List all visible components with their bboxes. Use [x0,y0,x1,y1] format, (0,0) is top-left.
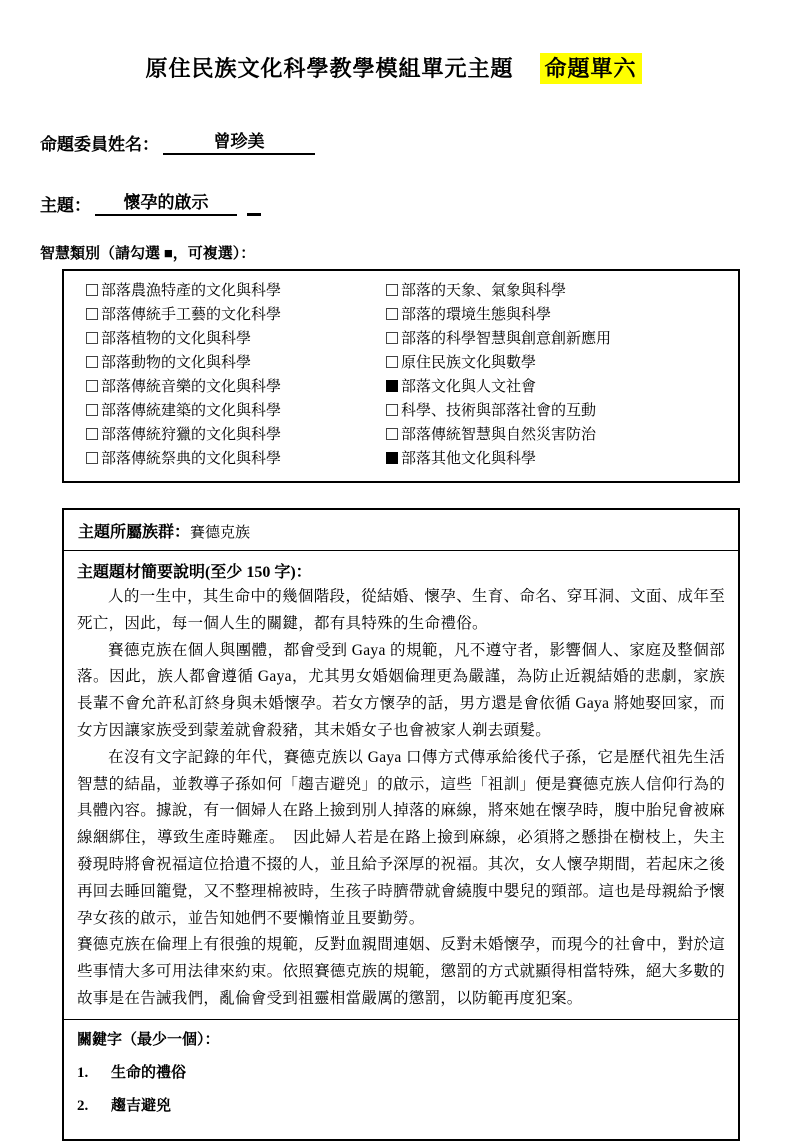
category-option [86,303,386,327]
checkbox-icon [386,428,398,440]
category-label: 部落植物的文化與科學 [101,331,252,347]
category-option [386,447,730,471]
checkbox-icon [386,452,398,464]
checkbox-icon [386,380,398,392]
page-title [0,0,787,83]
keywords-heading: 關鍵字（最少一個）： [77,1031,220,1048]
category-option [86,279,386,303]
category-label: 原住民族文化與數學 [401,355,537,371]
keyword-text: 趨吉避兇 [111,1097,172,1114]
page-title-highlight: 命題單六 [540,53,642,84]
checkbox-icon [86,332,98,344]
summary-paragraph: 賽德克族在個人與團體，都會受到 Gaya 的規範，凡不遵守者，影響個人、家庭及整個部落。因此，族人都會遵循 Gaya，尤其男女婚姻倫理更為嚴謹，為防止近親結婚的悲劇，家族長輩不會允許私訂終身與未婚懷孕。若女方懷孕的話，男方還是會依循 Gaya 將她娶回家，而女方因讓家族受到蒙羞就會殺豬，其未婚女子也會被家人剃去頭髮。 [77,641,725,739]
committee-field [40,127,787,155]
category-label: 部落動物的文化與科學 [101,355,252,371]
checkbox-icon [86,380,98,392]
category-label: 部落的天象、氣象與科學 [401,283,567,299]
category-option [86,375,386,399]
checkbox-icon [386,356,398,368]
category-label: 部落傳統狩獵的文化與科學 [101,427,282,443]
topic-label: 主題： [40,196,91,215]
category-label: 部落傳統智慧與自然災害防治 [401,427,597,443]
category-label: 科學、技術與部落社會的互動 [401,403,597,419]
category-option [86,423,386,447]
category-option [386,303,730,327]
checkbox-icon [386,332,398,344]
keyword-item [77,1061,725,1082]
category-label: 部落的環境生態與科學 [401,307,552,323]
category-option [386,423,730,447]
category-option [386,399,730,423]
ethnic-group-row [64,510,738,551]
checkbox-icon [86,404,98,416]
category-option [386,375,730,399]
category-option [386,351,730,375]
checkbox-icon [86,284,98,296]
checkbox-icon [386,308,398,320]
category-option [386,327,730,351]
checkbox-icon [86,356,98,368]
category-option [386,279,730,303]
summary-paragraph: 在沒有文字記錄的年代，賽德克族以 Gaya 口傳方式傳承給後代子孫，它是歷代祖先生活智慧的結晶，並教導子孫如何「趨吉避兇」的啟示，這些「祖訓」便是賽德克族人信仰行為的具體內容。據說，有一個婦人在路上撿到別人掉落的麻線，將來她在懷孕時，腹中胎兒會被麻線綑綁住，導致生產時難產。 因此婦人若是在路上撿到麻線，必須將之懸掛在樹枝上，失主發現時將會祝福這位拾遺不掇的人，並且給予深厚的祝福。其次，女人懷孕期間，若起床之後再回去睡回籠覺，又不整理棉被時，生孩子時臍帶就會繞腹中嬰兒的頸部。這也是母親給予懷孕女孩的啟示，並告知她們不要懶惰並且要勤勞。 [77,748,725,927]
keyword-number: 1. [77,1064,89,1081]
category-label: 部落傳統祭典的文化與科學 [101,451,282,467]
committee-label: 命題委員姓名： [40,135,159,154]
keyword-number: 2. [77,1097,89,1114]
topic-underline-tail [247,199,261,216]
category-table [62,269,740,483]
summary-paragraph: 賽德克族在倫理上有很強的規範，反對血親間連姻、反對未婚懷孕，而現今的社會中，對於這些事情大多可用法律來約束。依照賽德克族的規範，懲罰的方式就顯得相當特殊，絕大多數的故事是在告誡我們，亂倫會受到祖靈相當嚴厲的懲罰，以防範再度犯案。 [77,936,725,1007]
detail-box [62,508,740,1141]
category-label: 部落其他文化與科學 [401,451,537,467]
checkbox-icon [386,284,398,296]
checkbox-icon [86,308,98,320]
category-option [86,447,386,471]
category-label: 部落文化與人文社會 [401,379,537,395]
committee-value: 曾珍美 [163,127,315,155]
category-heading: 智慧類別（請勾選 ■，可複選）： [40,246,256,262]
keywords-section [64,1019,738,1139]
summary-heading: 主題題材簡要說明(至少 150 字)： [77,564,312,581]
keyword-item [77,1094,725,1115]
topic-field [40,188,787,216]
page-title-main: 原住民族文化科學教學模組單元主題 [145,56,514,81]
checkbox-icon [86,452,98,464]
category-label: 部落農漁特產的文化與科學 [101,283,282,299]
checkbox-icon [386,404,398,416]
summary-paragraph: 人的一生中，其生命中的幾個階段，從結婚、懷孕、生育、命名、穿耳洞、文面、成年至死亡，因此，每一個人生的關鍵，都有具特殊的生命禮俗。 [77,588,725,632]
category-label: 部落傳統音樂的文化與科學 [101,379,282,395]
category-label: 部落傳統手工藝的文化科學 [101,307,282,323]
category-option [86,351,386,375]
summary-section [64,551,738,1019]
checkbox-icon [86,428,98,440]
keyword-text: 生命的禮俗 [111,1064,187,1081]
ethnic-group-value: 賽德克族 [190,525,251,541]
category-option [86,399,386,423]
ethnic-group-label: 主題所屬族群： [78,524,191,541]
category-label: 部落傳統建築的文化與科學 [101,403,282,419]
category-label: 部落的科學智慧與創意創新應用 [401,331,612,347]
topic-value: 懷孕的啟示 [95,188,237,216]
category-option [86,327,386,351]
